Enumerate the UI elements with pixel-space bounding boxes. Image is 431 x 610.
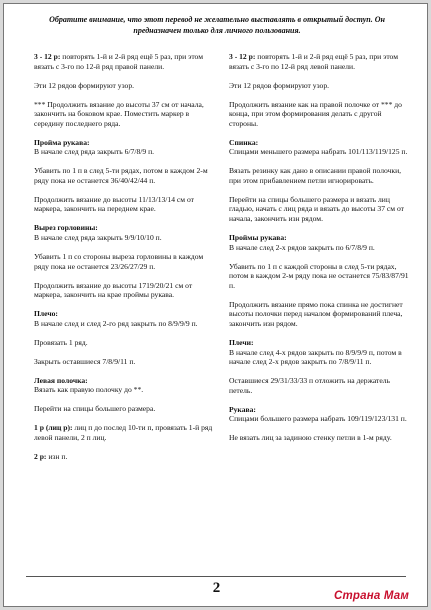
paragraph — [229, 52, 411, 71]
paragraph-text: Продолжить вязание как на правой полочке от *** до конца, при этом формирования делать с другой стороны. — [229, 99, 402, 128]
paragraph — [34, 452, 214, 462]
paragraph — [229, 195, 411, 224]
paragraph-text: В начале след и след 2-го ряд закрыть по 8/9/9/9 п. — [34, 318, 198, 328]
paragraph — [229, 433, 411, 443]
section-heading: Плечи: — [229, 337, 254, 347]
paragraph — [34, 423, 214, 442]
paragraph — [34, 404, 214, 414]
section-heading: Вырез горловины: — [34, 223, 98, 233]
paragraph-text: изн п. — [46, 451, 68, 461]
section-heading: Пройма рукава: — [34, 137, 90, 147]
paragraph-text: В начале след ряда закрыть 6/7/8/9 п. — [34, 147, 155, 157]
section-heading: Проймы рукава: — [229, 233, 287, 243]
paragraph — [34, 81, 214, 91]
paragraph-text: Вязать резинку как дано в описании правой полочки, при этом прибавлением петли игнорировать. — [229, 166, 402, 185]
paragraph — [229, 147, 411, 157]
row-label: 3 - 12 р: — [229, 52, 256, 61]
paragraph — [229, 100, 411, 129]
paragraph-text: Закрыть оставшиеся 7/8/9/11 п. — [34, 356, 136, 366]
footer-divider — [26, 576, 406, 577]
paragraph — [34, 166, 214, 185]
paragraph-text: повторять 1-й и 2-й ряд ещё 5 раз, при этом вязать с 3-го по 12-й ряд правой панели. — [34, 52, 204, 71]
paragraph-text: Не вязать лиц за задиною стенку петли в 1-м ряду. — [229, 433, 392, 443]
paragraph — [34, 385, 214, 395]
paragraph — [34, 195, 214, 214]
paragraph — [229, 414, 411, 424]
paragraph-text: Продолжить вязание до высоты 11/13/13/14 см от маркера, закончить на переднем крае. — [34, 194, 194, 214]
paragraph — [229, 262, 411, 291]
paragraph-text: лиц п до послед 10-ти п, провязать 1-й ряд левой панели, 2 п лиц. — [34, 423, 213, 442]
paragraph-text: Провязать 1 ряд. — [34, 337, 88, 347]
right-column — [229, 52, 411, 452]
paragraph-text: Перейти на спицы большего размера и вязать лиц гладью, начать с лиц ряда и вязать до высоты 37 см от начала, закончить изн рядом. — [229, 194, 405, 224]
paragraph — [229, 166, 411, 185]
paragraph-text: *** Продолжить вязание до высоты 37 см от начала, закончить на боковом крае. Поместить маркер в середину последнего ряда. — [34, 99, 204, 128]
paragraph-text: В начале след 4-х рядов закрыть по 8/9/9/9 п, потом в начале след 2-х рядов закрыть по 7/8/9/11 п. — [229, 347, 402, 367]
paragraph-text: Продолжить вязание до высоты 1719/20/21 см от маркера, закончить на крае проймы рукава. — [34, 280, 193, 300]
section-heading: Левая полочка: — [34, 375, 88, 385]
document-page — [3, 3, 428, 607]
paragraph — [229, 243, 411, 253]
section-heading: Плечо: — [34, 309, 58, 319]
paragraph — [34, 338, 214, 348]
site-watermark: Страна Мам — [334, 590, 410, 602]
paragraph — [34, 319, 214, 329]
paragraph — [34, 357, 214, 367]
paragraph-text: Эти 12 рядов формируют узор. — [34, 80, 135, 90]
paragraph — [229, 300, 411, 329]
row-label: 1 р (лиц р): — [34, 423, 73, 433]
paragraph — [34, 147, 214, 157]
row-label: 3 - 12 р: — [34, 52, 61, 61]
paragraph-text: Перейти на спицы большего размера. — [34, 404, 156, 414]
paragraph-text: Спицами большего размера набрать 109/119/123/131 п. — [229, 414, 407, 424]
section-heading: Спинка: — [229, 137, 259, 147]
paragraph-text: Убавить 1 п со стороны выреза горловины в каждом ряду пока не останется 23/26/27/29 п. — [34, 252, 204, 271]
paragraph-text: Убавить по 1 п в след 5-ти рядах, потом в каждом 2-м ряду пока не останется 36/40/42/44 п. — [34, 166, 208, 185]
paragraph — [34, 252, 214, 271]
paragraph — [229, 81, 411, 91]
section-heading: Рукава: — [229, 404, 256, 414]
paragraph — [34, 52, 214, 71]
paragraph-text: Убавить по 1 п с каждой стороны в след 5-ти рядах, потом в каждом 2-м ряду пока не останется 75/83/87/91 п. — [229, 261, 409, 290]
paragraph-text: В начале след ряда закрыть 9/9/10/10 п. — [34, 233, 162, 243]
paragraph — [34, 100, 214, 129]
paragraph — [229, 376, 411, 395]
row-label: 2 р: — [34, 451, 47, 461]
paragraph-text: Спицами меньшего размера набрать 101/113/119/125 п. — [229, 147, 408, 157]
paragraph-text: В начале след 2-х рядов закрыть по 6/7/8/9 п. — [229, 242, 375, 252]
notice-text: Обратите внимание, что этот перевод не желательно выставлять в открытый доступ. Он предназначен только для личного пользования. — [49, 15, 385, 35]
paragraph-text: Продолжить вязание прямо пока спинка не достигнет высоты полочки перед началом формирований плеча, закончить изн рядом. — [229, 299, 403, 328]
paragraph-text: Вязать как правую полочку до **. — [34, 385, 144, 395]
paragraph — [34, 233, 214, 243]
page-number: 2 — [212, 580, 221, 596]
left-column — [34, 52, 214, 471]
paragraph — [229, 348, 411, 367]
paragraph — [34, 281, 214, 300]
paragraph-text: Эти 12 рядов формируют узор. — [229, 80, 330, 90]
paragraph-text: Оставшиеся 29/31/33/33 п отложить на держатель петель. — [229, 376, 390, 395]
paragraph-text: повторять 1-й и 2-й ряд ещё 5 раз, при этом вязать с 3-го по 12-й ряд левой панели. — [229, 52, 399, 71]
